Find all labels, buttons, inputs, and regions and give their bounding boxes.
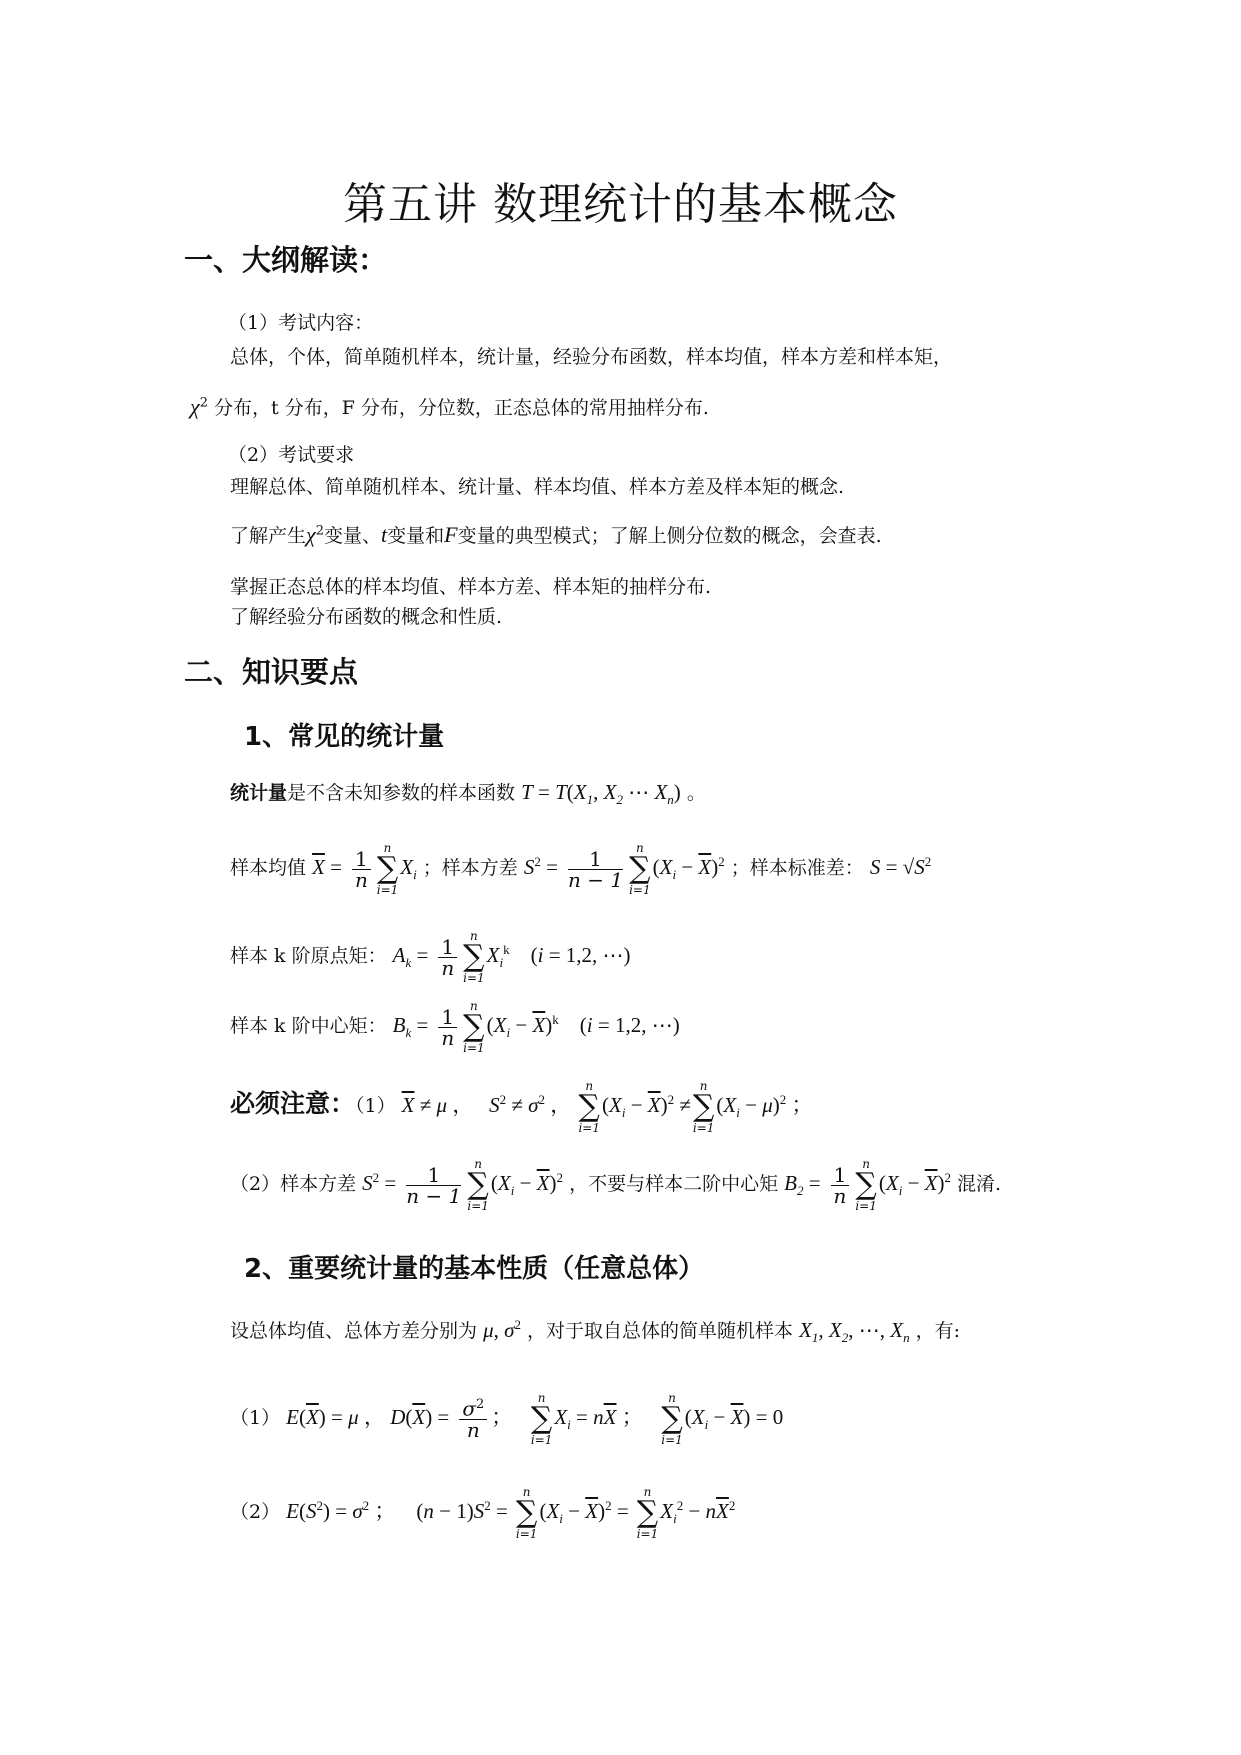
- subsection-1-heading: 1、常见的统计量: [244, 722, 445, 752]
- section2-heading: 二、知识要点: [184, 655, 359, 689]
- requirement-3: 掌握正态总体的样本均值、样本方差、样本矩的抽样分布.: [230, 576, 712, 598]
- item1-label: （1）考试内容：: [228, 312, 374, 334]
- property-row-1: （1） $E(\overline{X}) = \mu$ ， $D(\overline{X})$ = $\frac{\sigma^2}{n}$ ； n ∑ i=1 $X_i = n\overline{X}$ ； n ∑ i=1 $(X_i - \overline{X}) = 0$: [230, 1391, 784, 1447]
- statistic-definition: 统计量是不含未知参数的样本函数 $T = T(X_1$, $X_2$ ⋯ $X_n$) 。: [230, 780, 706, 808]
- requirement-2: 了解产生$\chi^2$变量、t变量和F变量的典型模式；了解上侧分位数的概念，会查表.: [230, 522, 882, 547]
- assumption-row: 设总体均值、总体方差分别为 μ, $\sigma^2$ ，对于取自总体的简单随机样本 $X_1$, $X_2$, ⋯, $X_n$ ，有:: [230, 1317, 961, 1346]
- requirement-4: 了解经验分布函数的概念和性质.: [230, 606, 503, 628]
- item2-label: （2）考试要求: [228, 444, 355, 466]
- sample-mean-formula-row: 样本均值 $\overline{X}$ = $\frac{1}{n}$ n ∑ i=1 $X_i$ ；样本方差 $S^2$ = $\frac{1}{n - 1}$ n ∑ i=1 $(X_i - \overline{X})^2$ ；样本标准差： $S = √S^2$: [230, 841, 932, 897]
- central-moment-row: 样本 k 阶中心矩： $B_k$ = $\frac{1}{n}$ n ∑ i=1 $(X_i - \overline{X})^k$ (i = 1,2, ⋯): [230, 999, 680, 1055]
- item1-line2: $\chi^2$ 分布，t 分布，F 分布，分位数，正态总体的常用抽样分布.: [190, 394, 709, 419]
- subsection-2-heading: 2、重要统计量的基本性质（任意总体）: [244, 1254, 705, 1284]
- item1-line1: 总体，个体，简单随机样本，统计量，经验分布函数，样本均值，样本方差和样本矩，: [230, 346, 953, 368]
- note-row-2: （2）样本方差 $S^2$ = $\frac{1}{n - 1}$ n ∑ i=1 $(X_i - \overline{X})^2$ ，不要与样本二阶中心矩 $B_2$ = $\frac{1}{n}$ n ∑ i=1 $(X_i - \overline{X})^2$ 混淆.: [230, 1157, 1002, 1213]
- page-title: 第五讲 数理统计的基本概念: [343, 179, 898, 230]
- section1-heading: 一、大纲解读：: [184, 243, 388, 277]
- property-row-2: （2） $E(S^2) = \sigma^2$ ； $(n - 1)S^2$ = n ∑ i=1 $(X_i - \overline{X})^2$ = n ∑ i=1 $X_i^2 - n\overline{X}^2$: [230, 1485, 736, 1541]
- requirement-1: 理解总体、简单随机样本、统计量、样本均值、样本方差及样本矩的概念.: [230, 476, 845, 498]
- origin-moment-row: 样本 k 阶原点矩： $A_k$ = $\frac{1}{n}$ n ∑ i=1 $X_i^k$ (i = 1,2, ⋯): [230, 929, 631, 985]
- note-row-1: 必须注意：（1） $\overline{X} \ne \mu$ ， $S^2 \ne \sigma^2$ ， n ∑ i=1 $(X_i - \overline{X})^2$ ≠ n ∑ i=1 $(X_i - \mu)^2$ ；: [230, 1079, 813, 1135]
